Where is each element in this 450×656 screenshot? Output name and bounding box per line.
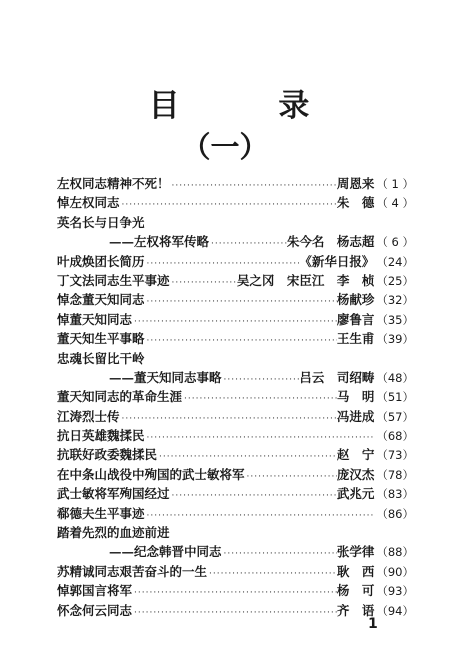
toc-dot-leader [145,429,375,445]
toc-dot-leader [222,545,337,561]
toc-page-number: （ 6 ） [376,235,414,250]
toc-author: 王生甫 [336,331,375,347]
toc-title: 悼郭国言将军 [57,583,133,599]
toc-title: 忠魂长留比干岭 [57,350,145,366]
table-of-contents [57,174,414,620]
toc-page-number: （24） [376,254,414,269]
toc-page-number: （73） [376,448,414,463]
toc-title: 悼念董天知同志 [57,292,145,308]
toc-title: 踏着先烈的血迹前进 [57,525,170,541]
toc-dot-leader [132,313,337,329]
toc-title: 悼董天知同志 [57,311,133,327]
toc-author: 冯进成 [336,408,375,424]
toc-dot-leader [170,487,337,503]
toc-page-number: （51） [376,390,414,405]
toc-entry [57,213,414,232]
toc-page-number: （86） [376,506,414,521]
toc-title: 英名长与日争光 [57,214,145,230]
toc-dot-leader [222,371,300,387]
toc-dot-leader [145,332,337,348]
toc-title: 悼左权同志 [57,195,120,211]
toc-entry [57,252,414,271]
toc-author: 廖鲁言 [336,311,375,327]
toc-author: 杨 可 [336,583,375,599]
toc-entry [57,290,414,309]
toc-entry [57,465,414,484]
toc-entry [57,562,414,581]
toc-page-number: （88） [376,545,414,560]
toc-subtitle-row [57,232,414,251]
toc-page-number: （57） [376,409,414,424]
toc-entry [57,581,414,600]
toc-entry [57,523,414,542]
toc-page-number: （94） [376,603,414,618]
toc-author: 马 明 [336,389,375,405]
toc-dot-leader [209,235,287,251]
toc-page-number: （39） [376,332,414,347]
toc-author: 朱今名 杨志超 [286,234,375,250]
toc-dot-leader [157,448,337,464]
toc-entry [57,504,414,523]
toc-author: 张学律 [336,544,375,560]
toc-dot-leader [170,177,337,193]
toc-entry [57,445,414,464]
toc-title: 武士敏将军殉国经过 [57,486,170,502]
toc-author: 朱 德 [336,195,375,211]
toc-subtitle: ——左权将军传略 [109,234,210,250]
toc-title: 抗日英雄魏揉民 [57,428,145,444]
toc-author: 赵 宁 [336,447,375,463]
toc-page-number: （25） [376,273,414,288]
toc-entry [57,349,414,368]
toc-subtitle-row [57,368,414,387]
toc-page-number: （90） [376,564,414,579]
toc-page-number: （93） [376,584,414,599]
toc-entry [57,387,414,406]
toc-entry [57,193,414,212]
toc-entry [57,310,414,329]
toc-page-number: （83） [376,487,414,502]
toc-page-number: （ 4 ） [376,196,414,211]
toc-title: 左权同志精神不死！ [57,176,170,191]
toc-dot-leader [145,255,300,271]
toc-page-number: （32） [376,293,414,308]
toc-entry [57,601,414,620]
section-heading: （一） [181,130,269,164]
toc-subtitle: ——董天知同志事略 [109,369,222,385]
toc-title: 苏精诚同志艰苦奋斗的一生 [57,563,208,579]
toc-page-number: （48） [376,370,414,385]
toc-entry [57,174,414,193]
toc-entry [57,407,414,426]
page-number: 1 [368,616,378,632]
toc-dot-leader [245,468,337,484]
toc-title: 在中条山战役中殉国的武士敏将军 [57,466,245,482]
toc-author: 《新华日报》 [299,253,375,269]
toc-page-number: （ 1 ） [376,177,414,191]
toc-dot-leader [182,390,337,406]
toc-title: 丁文法同志生平事迹 [57,272,170,288]
toc-dot-leader [145,507,375,523]
toc-entry [57,426,414,445]
toc-entry [57,329,414,348]
toc-subtitle: ——纪念韩晋中同志 [109,544,222,560]
toc-dot-leader [132,604,337,620]
toc-dot-leader [132,584,337,600]
toc-dot-leader [120,196,337,212]
toc-page-number: （68） [376,429,414,444]
toc-author: 齐 语 [336,602,375,618]
toc-title: 江涛烈士传 [57,408,120,424]
toc-subtitle-row [57,542,414,561]
toc-entry [57,484,414,503]
toc-dot-leader [120,410,337,426]
toc-title: 董天知生平事略 [57,331,145,347]
toc-page-number: （35） [376,312,414,327]
toc-page-number: （78） [376,467,414,482]
toc-title: 怀念何云同志 [57,602,133,618]
toc-dot-leader [170,274,237,290]
toc-author: 庞汉杰 [336,466,375,482]
toc-author: 武兆元 [336,486,375,502]
toc-dot-leader [207,565,337,581]
toc-dot-leader [145,293,337,309]
page-title: 目 录 [148,88,354,124]
toc-author: 耿 西 [336,563,375,579]
toc-title: 董天知同志的革命生涯 [57,389,183,405]
toc-title: 抗联好政委魏揉民 [57,447,158,463]
toc-title: 郗德夫生平事迹 [57,505,145,521]
toc-entry [57,271,414,290]
toc-author: 周恩来 [336,176,375,191]
toc-author: 吴之冈 宋臣江 李 桢 [236,272,375,288]
toc-author: 吕云 司绍畴 [299,369,375,385]
toc-author: 杨献珍 [336,292,375,308]
toc-title: 叶成焕团长简历 [57,253,145,269]
